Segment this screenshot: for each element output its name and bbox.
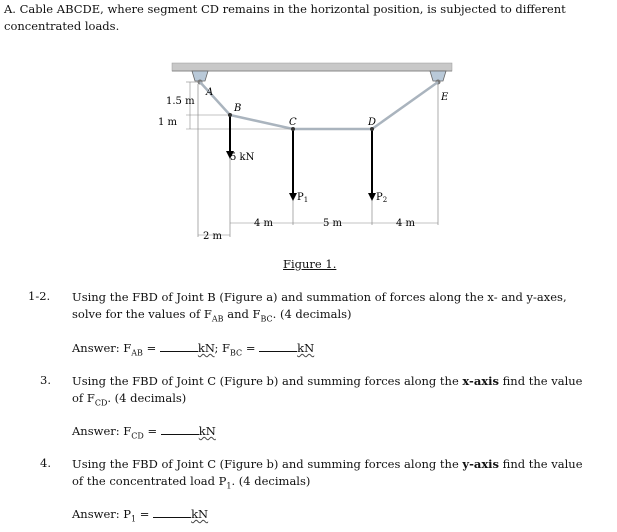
load-b-label: 5 kN xyxy=(230,152,255,163)
dim-h3: 5 m xyxy=(323,218,343,229)
dim-h1: 2 m xyxy=(203,231,223,242)
question-number: 4. xyxy=(40,456,51,470)
load-p1-label: $P_1$ xyxy=(297,192,309,204)
answer-blank-p1[interactable] xyxy=(153,507,191,518)
arrow-down-icon xyxy=(368,193,376,201)
dim-h4: 4 m xyxy=(396,218,416,229)
label-e: E xyxy=(441,92,449,103)
label-b: B xyxy=(234,103,242,114)
question-number: 1-2. xyxy=(28,289,51,303)
question-text: Using the FBD of Joint C (Figure b) and summing forces along the x-axis find the value of $F_{CD}$. (4 decimals) xyxy=(72,374,583,408)
dim-v2: 1 m xyxy=(158,117,178,128)
ceiling-beam xyxy=(172,63,452,71)
figure-caption: Figure 1. xyxy=(283,257,337,271)
load-p2-label: $P_2$ xyxy=(376,192,388,204)
label-a: A xyxy=(206,87,214,98)
question-text: Using the FBD of Joint C (Figure b) and summing forces along the y-axis find the value of the concentrated load $P_1$. (4 decimals) xyxy=(72,457,583,491)
dim-v1: 1.5 m xyxy=(166,96,195,107)
label-d: D xyxy=(368,117,377,128)
cable-figure xyxy=(150,55,470,255)
arrow-down-icon xyxy=(289,193,297,201)
question-text: Using the FBD of Joint B (Figure a) and summation of forces along the x- and y-axes, solve for the values of $F_{AB}$ and $F_{BC}$. (4 decimals) xyxy=(72,290,567,324)
answer-line: Answer: $F_{AB}$ = kN; $F_{BC}$ = kN xyxy=(72,341,315,358)
problem-intro: A. Cable ABCDE, where segment CD remains in the horizontal position, is subjected to different concentrated loads. xyxy=(4,2,566,33)
dim-h2: 4 m xyxy=(254,218,274,229)
answer-blank-fab[interactable] xyxy=(160,341,198,352)
answer-line: Answer: $P_1$ = kN xyxy=(72,507,209,524)
answer-line: Answer: $F_{CD}$ = kN xyxy=(72,424,216,441)
answer-blank-fbc[interactable] xyxy=(259,341,297,352)
answer-blank-fcd[interactable] xyxy=(161,424,199,435)
label-c: C xyxy=(289,117,297,128)
question-number: 3. xyxy=(40,373,51,387)
